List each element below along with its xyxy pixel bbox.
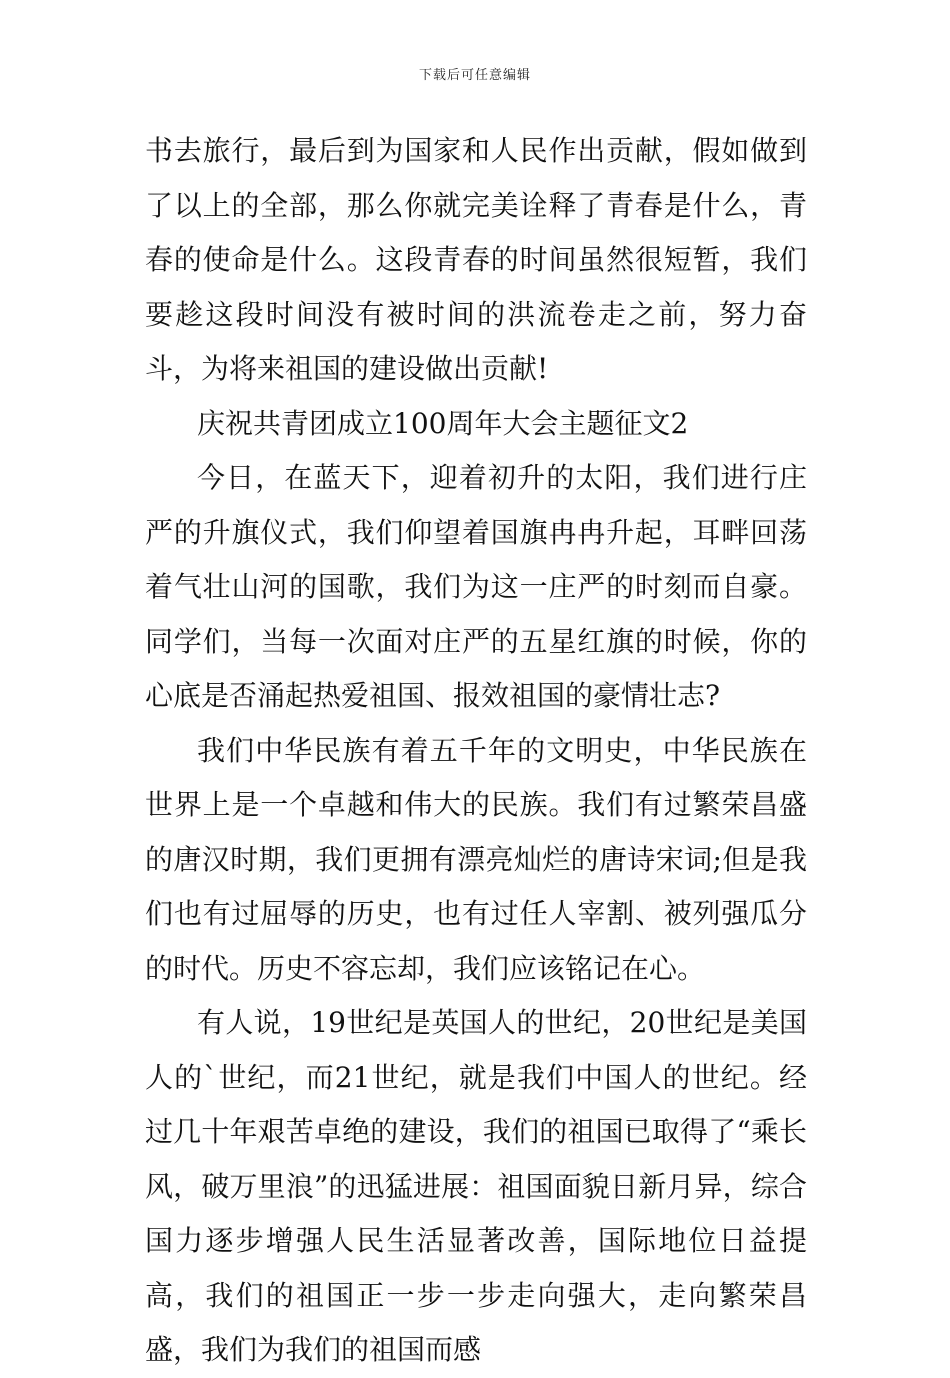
paragraph: 今日，在蓝天下，迎着初升的太阳，我们进行庄严的升旗仪式，我们仰望着国旗冉冉升起，耳畔回荡着气壮山河的国歌，我们为这一庄严的时刻而自豪。同学们，当每一次面对庄严的五星红旗的时候，你的心底是否涌起热爱祖国、报效祖国的豪情壮志? <box>145 461 807 712</box>
page-header-note: 下载后可任意编辑 <box>418 68 531 83</box>
document-body <box>145 124 807 1378</box>
section-title: 庆祝共青团成立100周年大会主题征文2 <box>197 406 689 440</box>
paragraph: 我们中华民族有着五千年的文明史，中华民族在世界上是一个卓越和伟大的民族。我们有过繁荣昌盛的唐汉时期，我们更拥有漂亮灿烂的唐诗宋词;但是我们也有过屈辱的历史，也有过任人宰割、被列强瓜分的时代。历史不容忘却，我们应该铭记在心。 <box>145 733 807 985</box>
paragraph: 有人说，19世纪是英国人的世纪，20世纪是美国人的`世纪，而21世纪，就是我们中国人的世纪。经过几十年艰苦卓绝的建设，我们的祖国已取得了“乘长风，破万里浪”的迅猛进展：祖国面貌日新月异，综合国力逐步增强人民生活显著改善，国际地位日益提高，我们的祖国正一步一步走向强大，走向繁荣昌盛，我们为我们的祖国而感 <box>145 1006 807 1366</box>
paragraph-continuation: 书去旅行，最后到为国家和人民作出贡献，假如做到了以上的全部，那么你就完美诠释了青春是什么，青春的使命是什么。这段青春的时间虽然很短暂，我们要趁这段时间没有被时间的洪流卷走之前，努力奋斗，为将来祖国的建设做出贡献! <box>145 134 807 385</box>
